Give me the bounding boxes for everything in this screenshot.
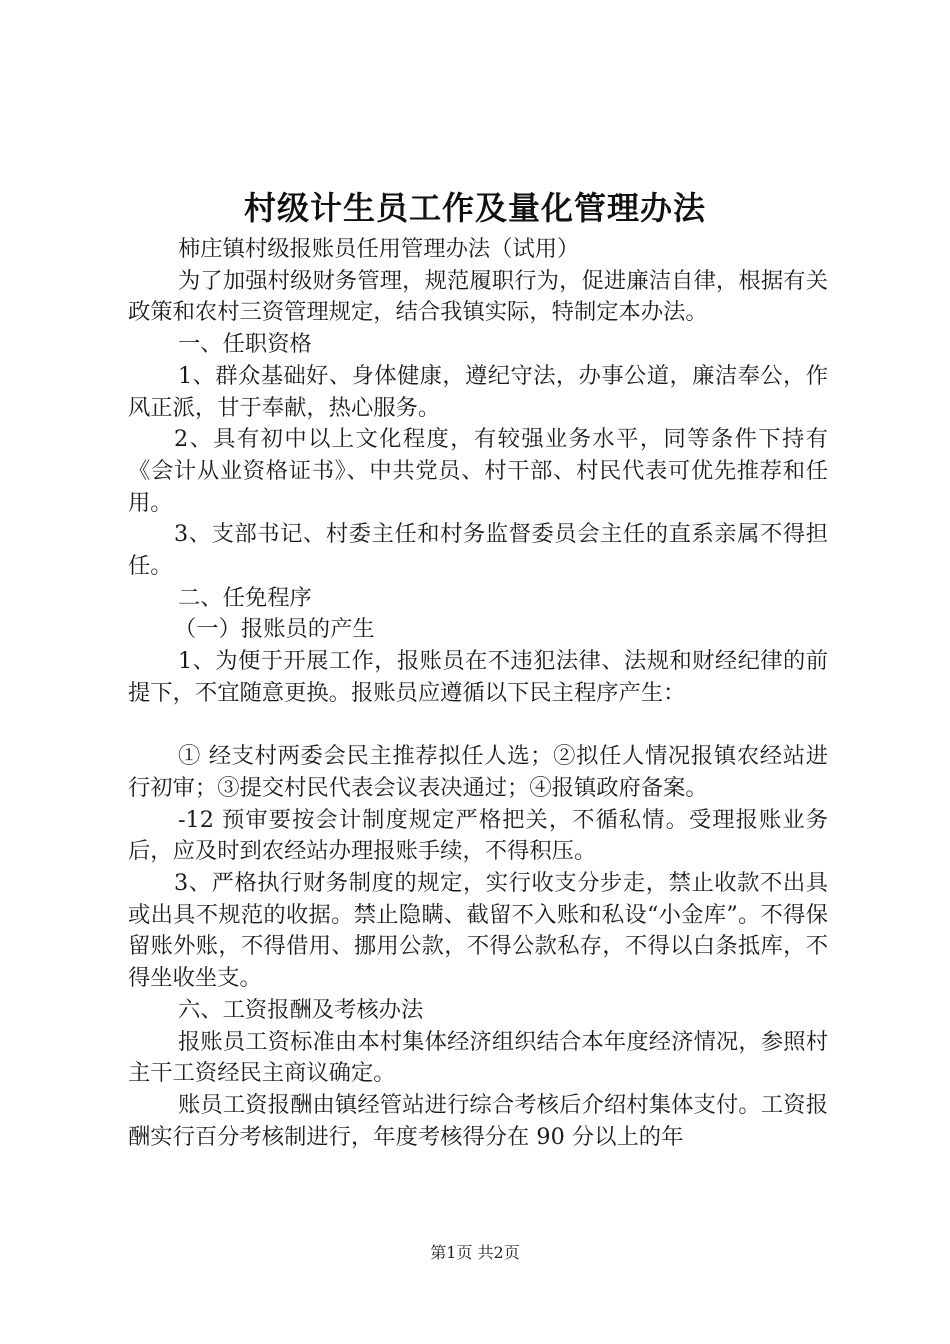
section-heading-salary: 六、工资报酬及考核办法 [178, 996, 424, 1023]
document-body [128, 234, 828, 1153]
blank-line [128, 710, 828, 742]
intro-paragraph: 为了加强村级财务管理，规范履职行为，促进廉洁自律，根据有关政策和农村三资管理规定，结合我镇实际，特制定本办法。 [128, 267, 828, 326]
finance-rules-paragraph: 3、严格执行财务制度的规定，实行收支分步走，禁止收款不出具或出具不规范的收据。禁止隐瞒、截留不入账和私设“小金库”。不得保留账外账，不得借用、挪用公款，不得公款私存，不得以白条抵库，不得坐收坐支。 [128, 870, 828, 992]
salary-standard-paragraph: 报账员工资标准由本村集体经济组织结合本年度经济情况，参照村主干工资经民主商议确定。 [128, 1028, 828, 1087]
procedure-item-1: 1、为便于开展工作，报账员在不违犯法律、法规和财经纪律的前提下，不宜随意更换。报账员应遵循以下民主程序产生： [128, 648, 828, 706]
procedure-steps: ① 经支村两委会民主推荐拟任人选；②拟任人情况报镇农经站进行初审；③提交村民代表会议表决通过；④报镇政府备案。 [128, 743, 828, 801]
subsection-heading-generation: （一）报账员的产生 [174, 616, 375, 643]
qualification-item-2: 2、具有初中以上文化程度，有较强业务水平，同等条件下持有《会计从业资格证书》、中共党员、村干部、村民代表可优先推荐和任用。 [128, 426, 828, 516]
qualification-item-3: 3、支部书记、村委主任和村务监督委员会主任的直系亲属不得担任。 [128, 521, 828, 580]
document-title: 村级计生员工作及量化管理办法 [243, 189, 706, 227]
section-heading-qualifications: 一、任职资格 [178, 331, 312, 358]
review-paragraph: -12 预审要按会计制度规定严格把关，不循私情。受理报账业务后，应及时到农经站办理报账手续，不得积压。 [128, 806, 828, 865]
subtitle-paragraph: 柿庄镇村级报账员任用管理办法（试用） [178, 236, 580, 262]
qualification-item-1: 1、群众基础好、身体健康，遵纪守法，办事公道，廉洁奉公，作风正派，甘于奉献，热心服务。 [128, 362, 828, 421]
section-heading-appointment: 二、任免程序 [178, 584, 312, 611]
salary-assessment-paragraph: 账员工资报酬由镇经管站进行综合考核后介绍村集体支付。工资报酬实行百分考核制进行，年度考核得分在 90 分以上的年 [128, 1091, 828, 1150]
page-number-footer: 第1页 共2页 [430, 1243, 520, 1262]
